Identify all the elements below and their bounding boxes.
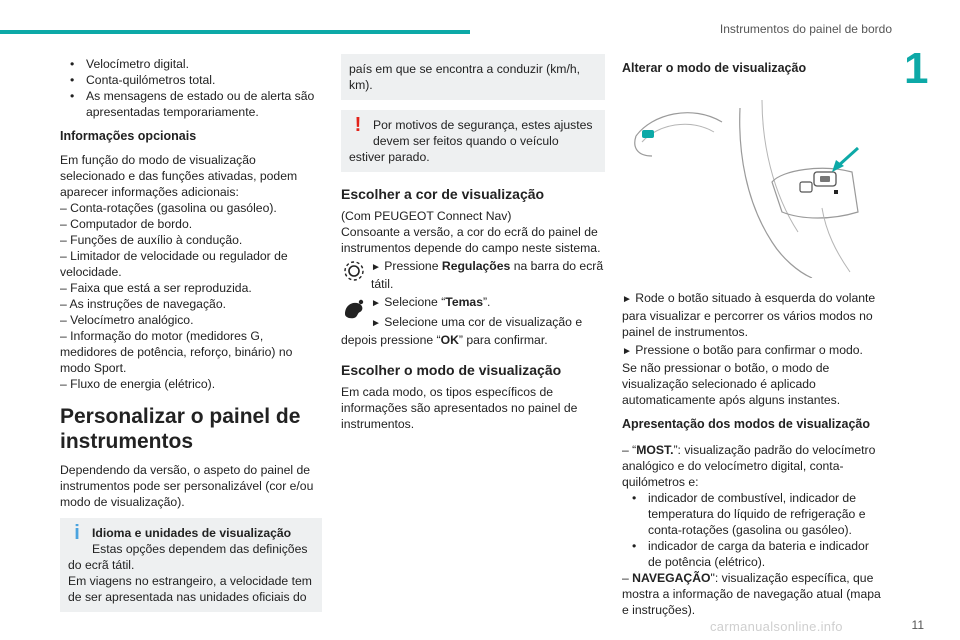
list-item: • As mensagens de estado ou de alerta são apresentadas temporariamente. <box>60 88 322 120</box>
step-item: ► Selecione “Temas”. <box>341 294 605 312</box>
list-item: • indicador de combustível, indicador de temperatura do líquido de refrigeração e conta-rotações (gasolina ou gasóleo). <box>622 490 884 538</box>
change-mode-heading: Alterar o modo de visualização <box>622 61 807 75</box>
header-accent-bar <box>0 30 470 34</box>
info-box-line: do ecrã tátil. <box>68 558 135 572</box>
personalize-heading: Personalizar o painel de instrumentos <box>60 405 301 453</box>
list-item: – Fluxo de energia (elétrico). <box>60 377 216 391</box>
warning-box <box>341 110 605 172</box>
instruction-note: Se não pressionar o botão, o modo de visualização selecionado é aplicado automaticamente após alguns instantes. <box>622 361 841 407</box>
warning-icon: ! <box>354 114 362 136</box>
personalize-text: Dependendo da versão, o aspeto do painel de instrumentos pode ser personalizável (cor e/ou modo de visualização). <box>60 463 314 509</box>
instruction-step: ► Rode o botão situado à esquerda do volante para visualizar e percorrer os vários modos no painel de instrumentos. <box>622 291 876 339</box>
column-3 <box>622 56 884 618</box>
section-title: Instrumentos do painel de bordo <box>719 22 892 36</box>
list-item: • Conta-quilómetros total. <box>60 72 322 88</box>
info-icon: i <box>74 522 80 544</box>
gear-icon <box>341 258 367 284</box>
info-box-line: Em viagens no estrangeiro, a velocidade tem de ser apresentada nas unidades oficiais do <box>68 574 312 604</box>
mode-name: MOST. <box>636 443 674 457</box>
list-item: – As instruções de navegação. <box>60 297 226 311</box>
info-box-title: Idioma e unidades de visualização <box>92 526 292 540</box>
step-bold: Regulações <box>441 259 511 273</box>
optional-info-intro: Em função do modo de visualização selecionado e das funções ativadas, podem aparecer informações adicionais: <box>60 153 298 199</box>
mode-name: NAVEGAÇÃO <box>632 571 711 585</box>
info-box-continued <box>341 54 605 100</box>
list-item: – Funções de auxílio à condução. <box>60 233 243 247</box>
step-bold: Temas <box>445 295 483 309</box>
color-heading: Escolher a cor de visualização <box>341 186 545 202</box>
list-item: – Limitador de velocidade ou regulador de velocidade. <box>60 249 288 279</box>
list-item: – Faixa que está a ser reproduzida. <box>60 281 252 295</box>
list-item: – Informação do motor (medidores G, medidores de potência, reforço, binário) no modo Sport. <box>60 329 293 375</box>
page-number: 11 <box>911 618 924 632</box>
column-2 <box>341 56 605 440</box>
color-requirement: (Com PEUGEOT Connect Nav) <box>341 209 512 223</box>
step-item: ► Selecione uma cor de visualização e depois pressione “OK” para confirmar. <box>341 315 583 347</box>
color-text: Consoante a versão, a cor do ecrã do painel de instrumentos depende do campo neste sistema. <box>341 225 601 255</box>
mode-description: – “MOST.”: visualização padrão do velocímetro analógico e do velocímetro digital, conta-quilómetros e: <box>622 443 876 489</box>
list-item: • indicador de carga da bateria e indicador de potência (elétrico). <box>622 538 884 570</box>
list-item: – Conta-rotações (gasolina ou gasóleo). <box>60 201 277 215</box>
info-box-line: Estas opções dependem das definições <box>92 542 308 556</box>
optional-info-heading: Informações opcionais <box>60 129 197 143</box>
watermark: carmanualsonline.info <box>710 619 843 634</box>
step-item: ► Pressione Regulações na barra do ecrã tátil. <box>341 258 605 292</box>
chapter-number: 1 <box>904 44 929 93</box>
warning-text: estiver parado. <box>349 150 430 164</box>
info-box-line: país em que se encontra a conduzir (km/h, km). <box>349 62 581 92</box>
warning-text: Por motivos de segurança, estes ajustes devem ser feitos quando o veículo <box>373 118 593 148</box>
step-bold: OK <box>440 333 459 347</box>
mode-heading: Escolher o modo de visualização <box>341 362 562 378</box>
mode-description: – NAVEGAÇÃO": visualização específica, que mostra a informação de navegação atual (mapa e instruções). <box>622 571 881 617</box>
instruction-step: ► Pressione o botão para confirmar o modo. <box>622 343 863 357</box>
steering-wheel-illustration <box>622 92 884 278</box>
list-item: • Velocímetro digital. <box>60 56 322 72</box>
column-1 <box>60 56 322 622</box>
mode-text: Em cada modo, os tipos específicos de informações são apresentados no painel de instrumentos. <box>341 385 578 431</box>
list-item: – Velocímetro analógico. <box>60 313 194 327</box>
modes-presentation-heading: Apresentação dos modos de visualização <box>622 417 870 431</box>
info-box <box>60 518 322 612</box>
list-item: – Computador de bordo. <box>60 217 193 231</box>
